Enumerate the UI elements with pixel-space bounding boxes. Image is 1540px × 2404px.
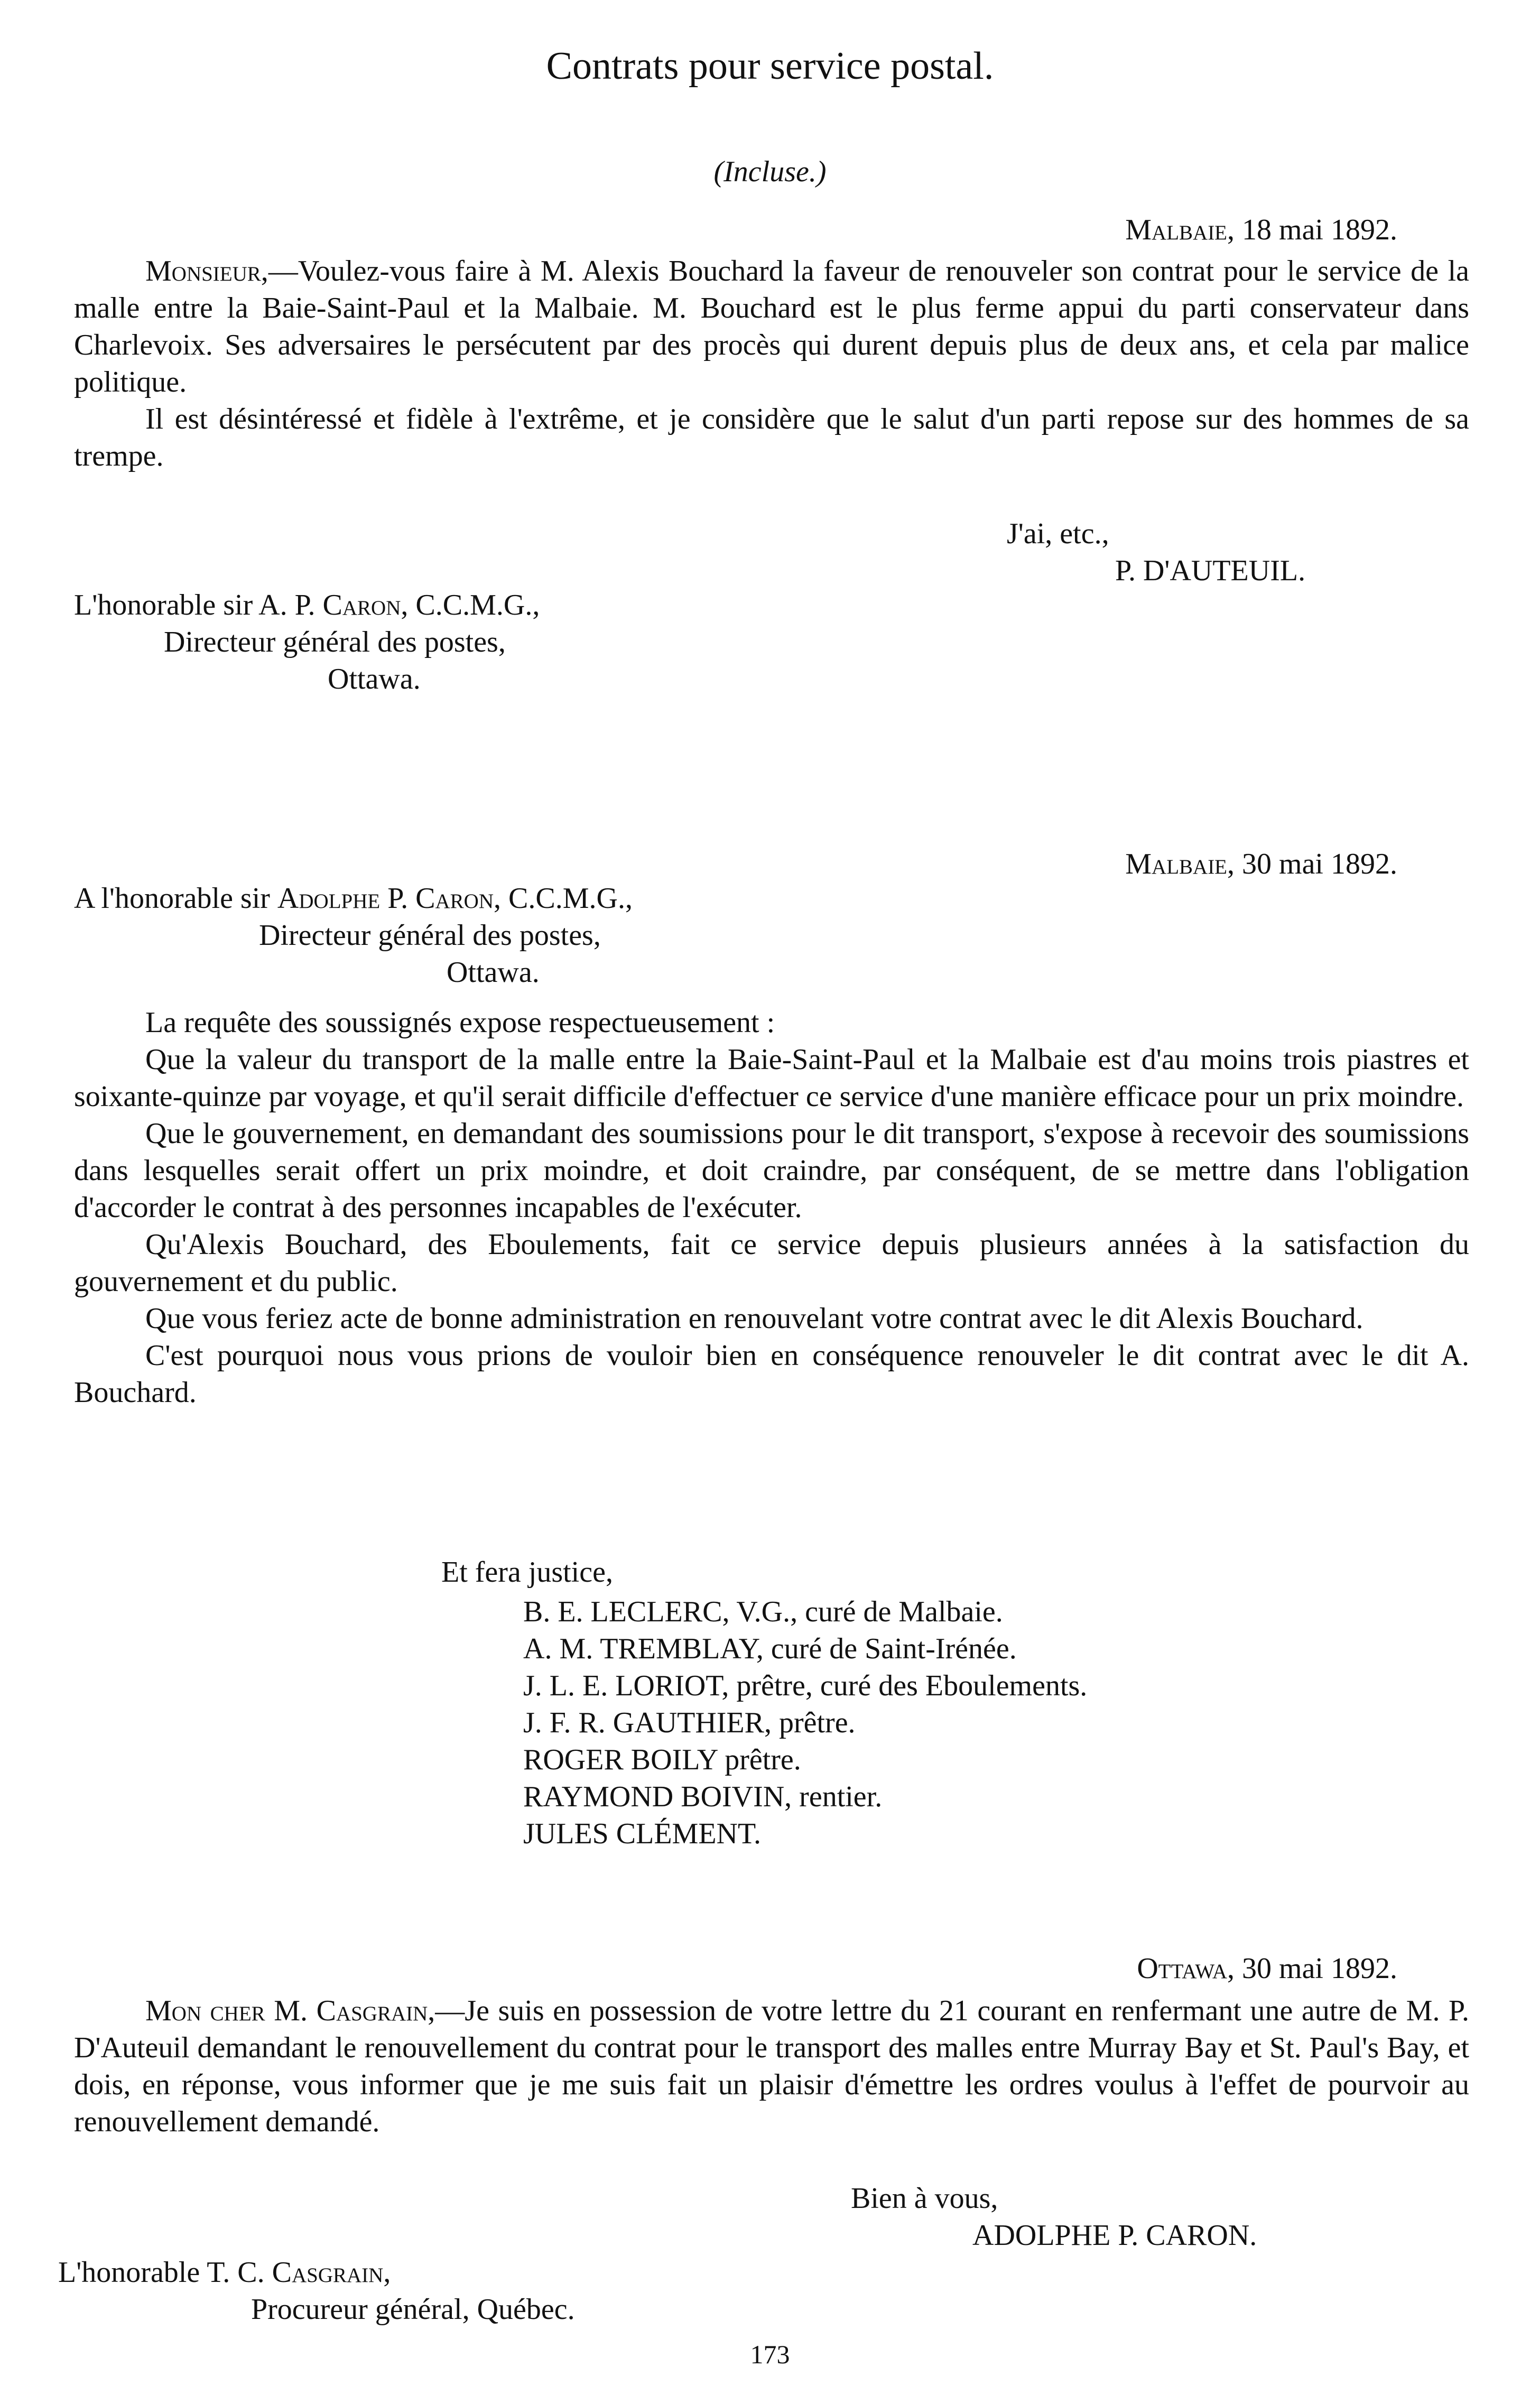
letter1-recipient-prefix: L'honorable sir A. P. bbox=[74, 589, 323, 621]
letter1-signature: P. D'AUTEUIL. bbox=[1115, 554, 1306, 587]
letter1-paragraph-1-text: —Voulez-vous faire à M. Alexis Bouchard la faveur de renouveler son contrat pour le service de la malle entre la Baie-Saint-Paul et la Malbaie. M. Bouchard est le plus ferme appui du parti conservateur dans Charlevoix. Ses adversaires le persécutent par des procès qui durent depuis plus de deux ans, et cela par malice politique. bbox=[74, 255, 1469, 398]
letter1-salutation: Monsieur, bbox=[145, 255, 268, 287]
letter3-date: , 30 mai 1892. bbox=[1227, 1952, 1397, 1985]
letter2-recipient-prefix: A l'honorable sir bbox=[74, 882, 277, 915]
letter1-paragraph-1 bbox=[74, 253, 1469, 401]
letter2-paragraph: Qu'Alexis Bouchard, des Eboulements, fait ce service depuis plusieurs années à la satisfaction du gouvernement et du public. bbox=[74, 1228, 1469, 1298]
letter3-signature: ADOLPHE P. CARON. bbox=[972, 2219, 1257, 2252]
letter1-recipient-suffix: , C.C.M.G., bbox=[401, 589, 540, 621]
letter3-recipient-name: Casgrain bbox=[272, 2256, 384, 2289]
letter1-date: , 18 mai 1892. bbox=[1227, 214, 1397, 246]
letter2-recipient-suffix: , C.C.M.G., bbox=[494, 882, 633, 915]
letter3-place: Ottawa bbox=[1137, 1952, 1228, 1985]
letter1-paragraph-2: Il est désintéressé et fidèle à l'extrême, et je considère que le salut d'un parti repose sur des hommes de sa trempe. bbox=[74, 403, 1469, 472]
letter2-paragraph: La requête des soussignés expose respectueusement : bbox=[145, 1006, 775, 1039]
letter3-recipient-line2: Procureur général, Québec. bbox=[251, 2293, 575, 2326]
signatory: JULES CLÉMENT. bbox=[523, 1817, 762, 1850]
letter2-paragraph: Que vous feriez acte de bonne administration en renouvelant votre contrat avec le dit Alexis Bouchard. bbox=[145, 1302, 1363, 1335]
letter2-body bbox=[74, 1004, 1469, 1411]
letter1-recipient-line1 bbox=[74, 587, 540, 624]
letter1-recipient-line3: Ottawa. bbox=[328, 663, 421, 695]
signatory: A. M. TREMBLAY, curé de Saint-Irénée. bbox=[523, 1632, 1017, 1665]
letter2-date: , 30 mai 1892. bbox=[1227, 848, 1397, 880]
letter1-body bbox=[74, 253, 1469, 475]
letter2-recipient-line3: Ottawa. bbox=[447, 956, 540, 989]
letter1-recipient-name: Caron bbox=[322, 589, 401, 621]
letter3-salutation: Mon cher M. Casgrain, bbox=[145, 1994, 435, 2027]
signatory: ROGER BOILY prêtre. bbox=[523, 1743, 801, 1776]
letter1-place-date bbox=[1125, 211, 1397, 248]
letter2-paragraph: C'est pourquoi nous vous prions de vouloir bien en conséquence renouveler le dit contrat avec le dit A. Bouchard. bbox=[74, 1339, 1469, 1409]
letter2-recipient-first: Adolphe bbox=[277, 882, 381, 915]
signatory: RAYMOND BOIVIN, rentier. bbox=[523, 1780, 883, 1813]
letter3-recipient-line1 bbox=[58, 2254, 391, 2291]
signatory: B. E. LECLERC, V.G., curé de Malbaie. bbox=[523, 1595, 1003, 1628]
letter1-recipient-line2: Directeur général des postes, bbox=[164, 626, 506, 658]
letter1-closing: J'ai, etc., bbox=[1007, 517, 1109, 550]
letter2-paragraph: Que le gouvernement, en demandant des soumissions pour le dit transport, s'expose à recevoir des soumissions dans lesquelles serait offert un prix moindre, et doit craindre, par conséquent, de se mettre dans l'obligation d'accorder le contrat à des personnes incapables de l'exécuter. bbox=[74, 1117, 1469, 1224]
letter2-paragraph: Que la valeur du transport de la malle entre la Baie-Saint-Paul et la Malbaie est d'au moins trois piastres et soixante-quinze par voyage, et qu'il serait difficile d'effectuer ce service d'une manière efficace pour un prix moindre. bbox=[74, 1043, 1469, 1113]
letter1-place: Malbaie bbox=[1125, 214, 1228, 246]
letter2-recipient-line1 bbox=[74, 880, 633, 917]
page-title: Contrats pour service postal. bbox=[546, 44, 994, 88]
letter2-recipient-line2: Directeur général des postes, bbox=[259, 919, 601, 952]
signatory-list bbox=[523, 1593, 1087, 1852]
letter3-place-date bbox=[1137, 1950, 1397, 1987]
signatory: J. L. E. LORIOT, prêtre, curé des Eboulements. bbox=[523, 1669, 1088, 1702]
letter2-closing: Et fera justice, bbox=[441, 1556, 613, 1589]
letter3-body bbox=[74, 1992, 1469, 2140]
page-number: 173 bbox=[750, 2340, 790, 2369]
incluse-label: (Incluse.) bbox=[713, 155, 827, 188]
letter2-recipient-name: Caron bbox=[415, 882, 494, 915]
letter3-paragraph-1-text: —Je suis en possession de votre lettre du 21 courant en renfermant une autre de M. P. D'Auteuil demandant le renouvellement du contrat pour le transport des malles entre Murray Bay et St. Paul's Bay, et dois, en réponse, vous informer que je me suis fait un plaisir d'émettre les ordres voulus à l'effet de pourvoir au renouvellement demandé. bbox=[74, 1994, 1469, 2138]
letter2-recipient-mid: P. bbox=[380, 882, 416, 915]
letter3-recipient-suffix: , bbox=[383, 2256, 391, 2289]
signatory: J. F. R. GAUTHIER, prêtre. bbox=[523, 1706, 856, 1739]
letter2-place-date bbox=[1125, 846, 1397, 883]
letter2-place: Malbaie bbox=[1125, 848, 1228, 880]
letter3-paragraph-1 bbox=[74, 1992, 1469, 2140]
letter3-recipient-prefix: L'honorable T. C. bbox=[58, 2256, 272, 2289]
letter3-closing: Bien à vous, bbox=[851, 2182, 998, 2215]
